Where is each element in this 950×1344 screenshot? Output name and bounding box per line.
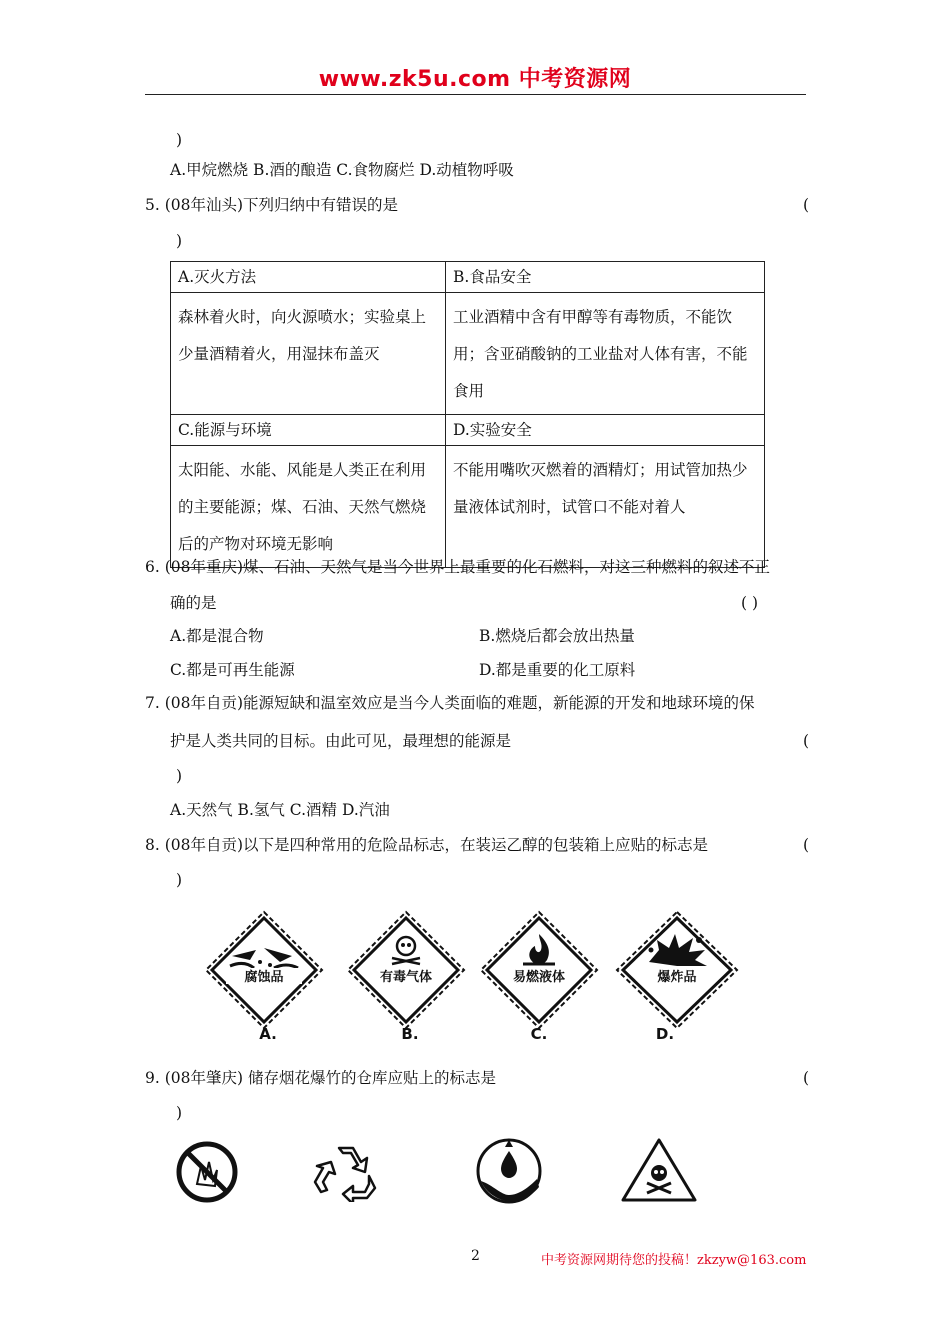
q6-option-d: D.都是重要的化工原料 bbox=[479, 661, 636, 679]
hazard-sign-c-letter: C. bbox=[530, 1025, 548, 1042]
q5-c-body: 太阳能、水能、风能是人类正在利用的主要能源；煤、石油、天然气燃烧后的产物对环境无影响 bbox=[171, 446, 446, 568]
q7-options: A.天然气 B.氢气 C.酒精 D.汽油 bbox=[170, 801, 390, 819]
poison-warning-icon bbox=[620, 1137, 698, 1203]
no-fire-sign bbox=[175, 1140, 239, 1204]
hazard-sign-b-label: 有毒气体 bbox=[379, 970, 433, 985]
water-saving-icon bbox=[473, 1137, 545, 1205]
site-header[interactable]: www.zk5u.com 中考资源网 bbox=[318, 67, 632, 92]
q8-paren-open: ( bbox=[803, 836, 810, 854]
hazard-sign-d bbox=[615, 910, 739, 1042]
hazard-sign-a-label: 腐蚀品 bbox=[244, 970, 284, 985]
no-fire-icon bbox=[175, 1140, 239, 1204]
q5-d-head: D.实验安全 bbox=[446, 415, 765, 446]
q5-stem: 5. (08年汕头)下列归纳中有错误的是 bbox=[145, 196, 399, 214]
q7-paren-open: ( bbox=[803, 732, 810, 750]
q8-stem: 8. (08年自贡)以下是四种常用的危险品标志，在装运乙醇的包装箱上应贴的标志是 bbox=[145, 836, 709, 854]
hazard-sign-b bbox=[346, 910, 466, 1042]
hazard-sign-c-label: 易燃液体 bbox=[512, 970, 566, 985]
q5-paren-open: ( bbox=[803, 196, 810, 214]
q5-paren-close: ) bbox=[176, 232, 183, 250]
recycle-icon bbox=[313, 1142, 379, 1202]
recycle-sign bbox=[313, 1142, 379, 1202]
q6-paren: ( ) bbox=[741, 594, 759, 612]
q5-c-head: C.能源与环境 bbox=[171, 415, 446, 446]
hazard-sign-d-letter: D. bbox=[655, 1025, 675, 1042]
hazard-sign-c bbox=[479, 910, 599, 1042]
page-number: 2 bbox=[471, 1248, 480, 1264]
q8-paren-close: ) bbox=[176, 871, 183, 889]
q7-paren-close: ) bbox=[176, 767, 183, 785]
q5-a-body: 森林着火时，向火源喷水；实验桌上少量酒精着火，用湿抹布盖灭 bbox=[171, 293, 446, 415]
q6-option-c: C.都是可再生能源 bbox=[170, 661, 295, 679]
q9-stem: 9. (08年肇庆) 储存烟花爆竹的仓库应贴上的标志是 bbox=[145, 1069, 496, 1087]
q5-a-head: A.灭火方法 bbox=[171, 262, 446, 293]
poison-warning-sign bbox=[620, 1137, 698, 1203]
q5-b-head: B.食品安全 bbox=[446, 262, 765, 293]
q6-option-b: B.燃烧后都会放出热量 bbox=[479, 627, 635, 645]
q4-paren-close: ) bbox=[176, 131, 183, 149]
q9-paren-close: ) bbox=[176, 1104, 183, 1122]
footer-contact[interactable]: 中考资源网期待您的投稿！zkzyw@163.com bbox=[541, 1253, 807, 1268]
q5-b-body: 工业酒精中含有甲醇等有毒物质，不能饮用；含亚硝酸钠的工业盐对人体有害，不能食用 bbox=[446, 293, 765, 415]
hazard-sign-a bbox=[204, 910, 324, 1042]
q5-table bbox=[170, 261, 765, 568]
hazard-sign-b-letter: B. bbox=[401, 1025, 419, 1042]
q6-stem-line2: 确的是 bbox=[170, 594, 217, 612]
q7-stem-line1: 7. (08年自贡)能源短缺和温室效应是当今人类面临的难题，新能源的开发和地球环境的保 bbox=[145, 694, 755, 712]
header-rule bbox=[145, 94, 806, 95]
q4-options: A.甲烷燃烧 B.酒的酿造 C.食物腐烂 D.动植物呼吸 bbox=[170, 161, 514, 179]
q7-stem-line2: 护是人类共同的目标。由此可见，最理想的能源是 bbox=[170, 732, 512, 750]
hazard-sign-a-letter: A. bbox=[259, 1025, 277, 1042]
q6-stem-line1: 6. (08年重庆)煤、石油、天然气是当今世界上最重要的化石燃料，对这三种燃料的叙述不正 bbox=[145, 558, 771, 576]
q5-d-body: 不能用嘴吹灭燃着的酒精灯；用试管加热少量液体试剂时，试管口不能对着人 bbox=[446, 446, 765, 568]
q9-paren-open: ( bbox=[803, 1069, 810, 1087]
hazard-sign-d-label: 爆炸品 bbox=[657, 970, 697, 985]
water-saving-sign bbox=[473, 1137, 545, 1205]
q6-option-a: A.都是混合物 bbox=[170, 627, 264, 645]
